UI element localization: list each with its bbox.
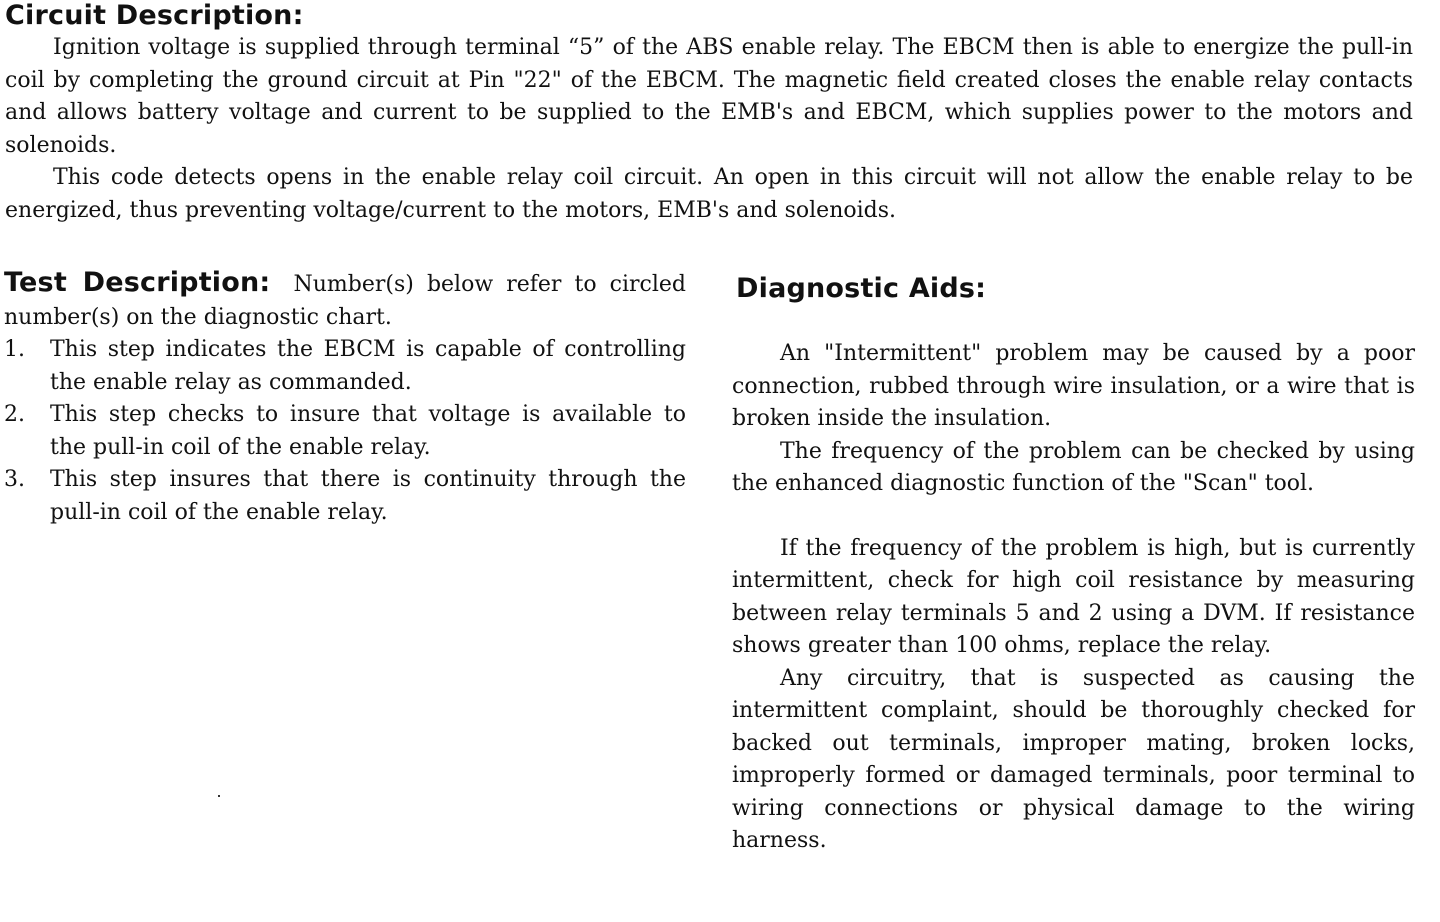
test-step: [4, 464, 686, 529]
circuit-description-section: [5, 0, 1413, 227]
test-step: [4, 334, 686, 399]
test-step-text: This step insures that there is continuity through the pull-in coil of the enable relay.: [50, 467, 686, 525]
test-step-number: 1.: [4, 337, 25, 362]
circuit-description-heading: Circuit Description:: [5, 0, 304, 31]
circuit-description-paragraph: This code detects opens in the enable relay coil circuit. An open in this circuit will not allow the enable relay to be energized, thus preventing voltage/current to the motors, EMB's and solenoids.: [5, 165, 1413, 223]
test-step: [4, 399, 686, 464]
test-description-heading: Test Description:: [4, 267, 271, 298]
test-description-intro: Number(s) below refer to circled number(s) on the diagnostic chart.: [4, 272, 686, 330]
test-description-section: [4, 266, 686, 529]
test-step-text: This step indicates the EBCM is capable of controlling the enable relay as commanded.: [50, 337, 686, 395]
scan-speck: [218, 795, 220, 797]
test-step-text: This step checks to insure that voltage is available to the pull-in coil of the enable relay.: [50, 402, 686, 460]
test-description-intro-block: [4, 266, 686, 334]
diagnostic-aids-section: [732, 272, 1415, 858]
test-step-number: 3.: [4, 467, 25, 492]
diagnostic-aids-paragraph: The frequency of the problem can be checked by using the enhanced diagnostic function of the "Scan" tool.: [732, 438, 1415, 496]
circuit-description-paragraph: Ignition voltage is supplied through terminal “5” of the ABS enable relay. The EBCM then is able to energize the pull-in coil by completing the ground circuit at Pin "22" of the EBCM. The magnetic field created closes the enable relay contacts and allows battery voltage and current to be supplied to the EMB's and EBCM, which supplies power to the motors and solenoids.: [5, 35, 1413, 158]
diagnostic-aids-paragraph: If the frequency of the problem is high, but is currently intermittent, check for high coil resistance by measuring between relay terminals 5 and 2 using a DVM. If resistance shows greater than 100 ohms, replace the relay.: [732, 535, 1415, 658]
paragraph-gap: [732, 501, 1415, 533]
diagnostic-aids-heading: Diagnostic Aids:: [736, 273, 987, 304]
diagnostic-aids-paragraph: Any circuitry, that is suspected as causing the intermittent complaint, should be thoroughly checked for backed out terminals, improper mating, broken locks, improperly formed or damaged terminals, poor terminal to wiring connections or physical damage to the wiring harness.: [732, 665, 1415, 853]
diagnostic-aids-paragraph: An "Intermittent" problem may be caused by a poor connection, rubbed through wire insulation, or a wire that is broken inside the insulation.: [732, 341, 1415, 431]
test-steps-list: [4, 334, 686, 529]
test-step-number: 2.: [4, 402, 25, 427]
